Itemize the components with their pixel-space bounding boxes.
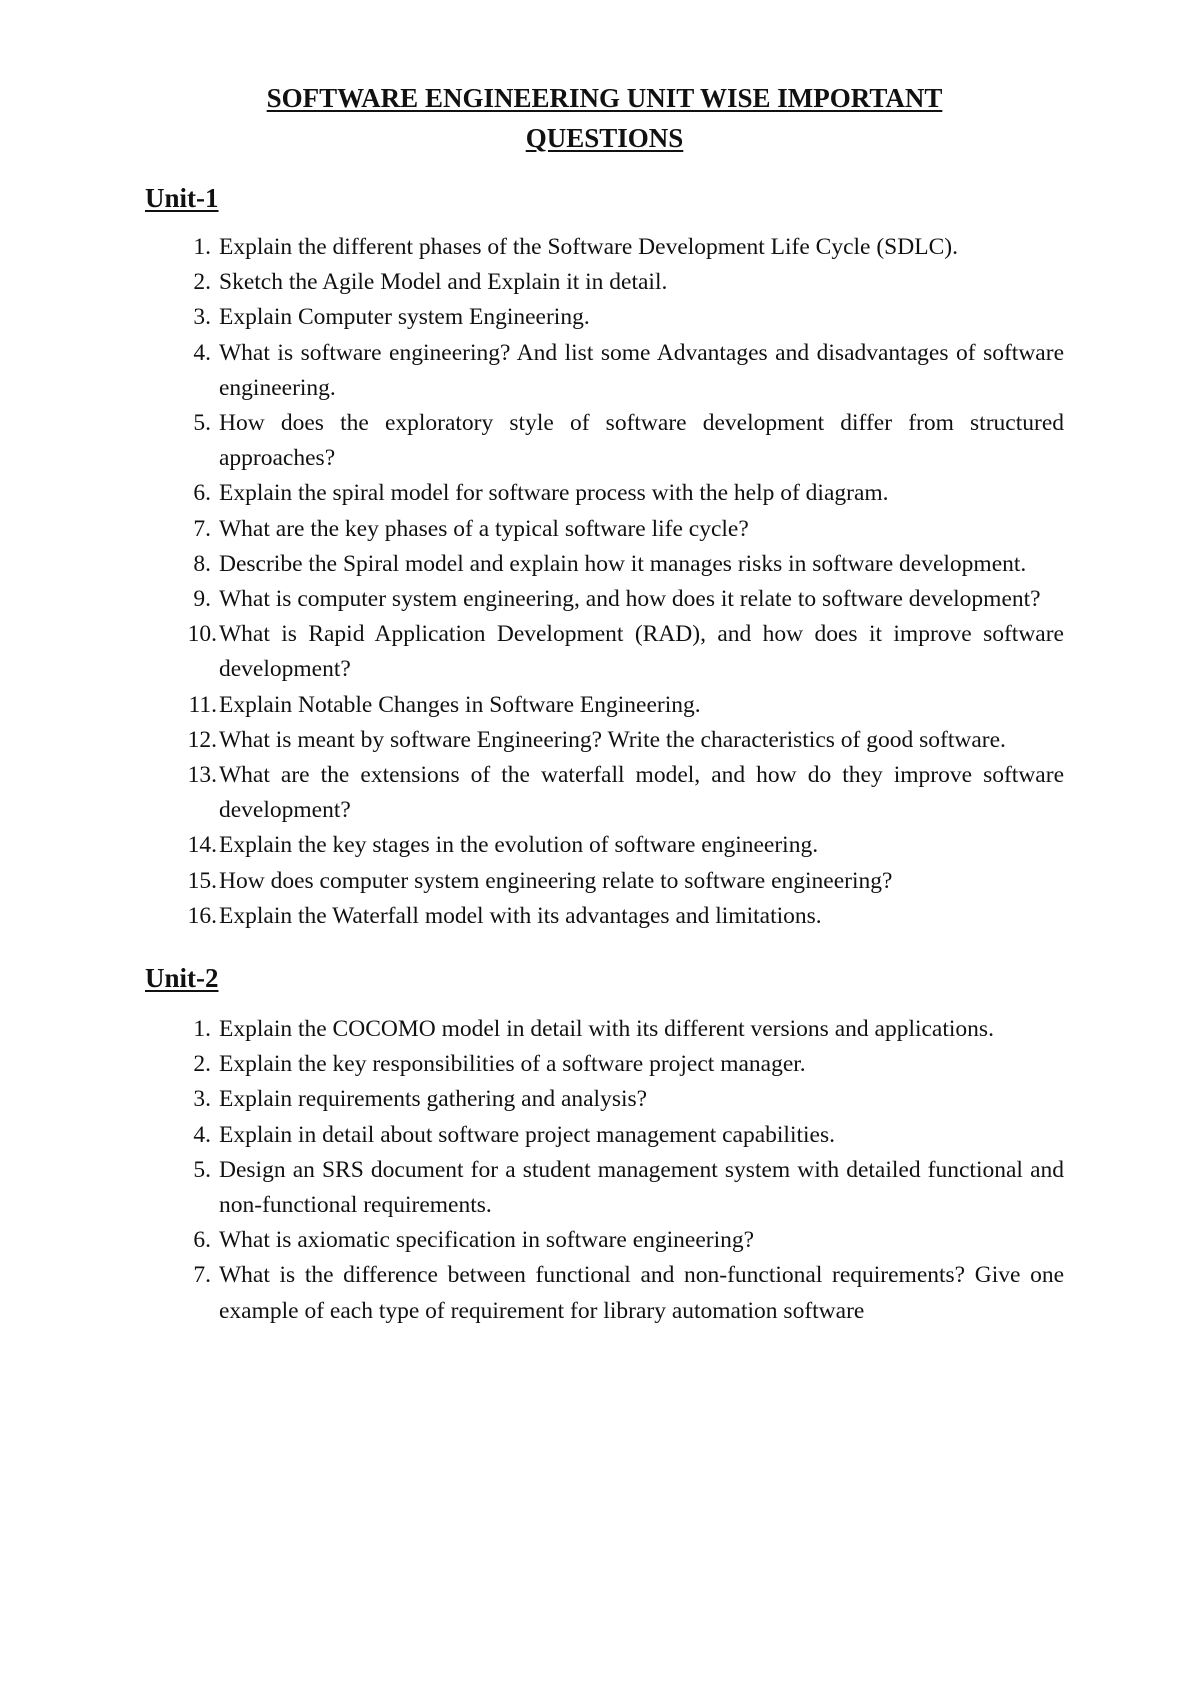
question-number: 14. xyxy=(187,832,217,859)
question-number: 8. xyxy=(193,550,211,577)
question-text: What is Rapid Application Development (RAD), and how does it improve software development? xyxy=(219,621,1064,683)
question-text: What is computer system engineering, and how does it relate to software development? xyxy=(219,586,1041,613)
question-item xyxy=(145,617,1064,687)
question-text: Explain the key stages in the evolution of software engineering. xyxy=(219,832,819,859)
question-text: How does computer system engineering relate to software engineering? xyxy=(219,867,893,894)
question-item xyxy=(145,758,1064,828)
question-text: Explain the COCOMO model in detail with its different versions and applications. xyxy=(219,1016,994,1043)
question-item xyxy=(145,230,1064,265)
unit-2-question-list xyxy=(145,1012,1064,1329)
question-item xyxy=(145,723,1064,758)
question-number: 1. xyxy=(193,234,211,260)
question-text: What is meant by software Engineering? Write the characteristics of good software. xyxy=(219,726,1006,753)
question-text: What is software engineering? And list some Advantages and disadvantages of software engineering. xyxy=(219,339,1064,401)
question-number: 16. xyxy=(187,902,217,929)
question-number: 12. xyxy=(187,726,217,753)
document-title-line-1: SOFTWARE ENGINEERING UNIT WISE IMPORTANT xyxy=(266,83,943,113)
document-title-line-2: QUESTIONS xyxy=(525,123,684,153)
unit-1-question-list xyxy=(145,230,1064,934)
question-number: 11. xyxy=(188,691,217,718)
question-text: Explain the key responsibilities of a software project manager. xyxy=(219,1051,806,1078)
question-text: Design an SRS document for a student management system with detailed functional and non-functional requirements. xyxy=(219,1156,1064,1219)
unit-2-section xyxy=(145,960,1064,1329)
question-text: Explain Computer system Engineering. xyxy=(219,304,590,331)
question-number: 1. xyxy=(193,1016,211,1043)
unit-2-heading: Unit-2 xyxy=(145,963,219,994)
question-text: Describe the Spiral model and explain how it manages risks in software development. xyxy=(219,550,1027,577)
question-item xyxy=(145,1153,1064,1223)
question-number: 3. xyxy=(193,304,211,331)
question-text: Sketch the Agile Model and Explain it in detail. xyxy=(219,269,668,296)
question-text: What is axiomatic specification in software engineering? xyxy=(219,1227,755,1254)
question-number: 9. xyxy=(193,586,211,613)
question-item xyxy=(145,1047,1064,1082)
question-number: 5. xyxy=(193,1156,211,1183)
question-item xyxy=(145,864,1064,899)
question-text: How does the exploratory style of software development differ from structured approaches? xyxy=(219,410,1064,472)
question-number: 2. xyxy=(193,269,211,296)
question-text: Explain in detail about software project management capabilities. xyxy=(219,1121,836,1148)
question-number: 6. xyxy=(193,480,211,507)
question-number: 4. xyxy=(193,339,211,366)
question-number: 13. xyxy=(187,762,217,789)
question-item xyxy=(145,512,1064,547)
question-text: What is the difference between functional and non-functional requirements? Give one example of each type of requirement for library automation software xyxy=(219,1262,1064,1324)
question-text: What are the extensions of the waterfall model, and how do they improve software development? xyxy=(219,762,1064,824)
question-item xyxy=(145,688,1064,723)
question-item xyxy=(145,300,1064,335)
question-number: 7. xyxy=(193,515,211,542)
question-item xyxy=(145,1012,1064,1047)
unit-1-section xyxy=(145,180,1064,934)
question-number: 7. xyxy=(193,1262,211,1289)
question-text: Explain the spiral model for software process with the help of diagram. xyxy=(219,480,889,507)
question-item xyxy=(145,265,1064,300)
question-text: Explain requirements gathering and analysis? xyxy=(219,1086,648,1113)
question-item xyxy=(145,336,1064,406)
question-item xyxy=(145,1118,1064,1153)
question-item xyxy=(145,1223,1064,1258)
question-number: 2. xyxy=(193,1051,211,1078)
question-item xyxy=(145,406,1064,476)
question-text: Explain Notable Changes in Software Engineering. xyxy=(219,691,701,718)
question-item xyxy=(145,828,1064,863)
question-text: Explain the different phases of the Software Development Life Cycle (SDLC). xyxy=(219,234,958,260)
question-number: 4. xyxy=(193,1121,211,1148)
question-number: 6. xyxy=(193,1227,211,1254)
question-text: Explain the Waterfall model with its advantages and limitations. xyxy=(219,902,822,929)
unit-1-heading: Unit-1 xyxy=(145,183,219,213)
question-item xyxy=(145,899,1064,934)
question-text: What are the key phases of a typical software life cycle? xyxy=(219,515,749,542)
question-item xyxy=(145,1258,1064,1328)
question-number: 5. xyxy=(193,410,211,437)
question-number: 10. xyxy=(187,621,217,648)
question-item xyxy=(145,582,1064,617)
document-title xyxy=(145,72,1064,158)
question-number: 15. xyxy=(187,867,217,894)
question-number: 3. xyxy=(193,1086,211,1113)
question-item xyxy=(145,547,1064,582)
question-item xyxy=(145,476,1064,511)
question-item xyxy=(145,1082,1064,1117)
